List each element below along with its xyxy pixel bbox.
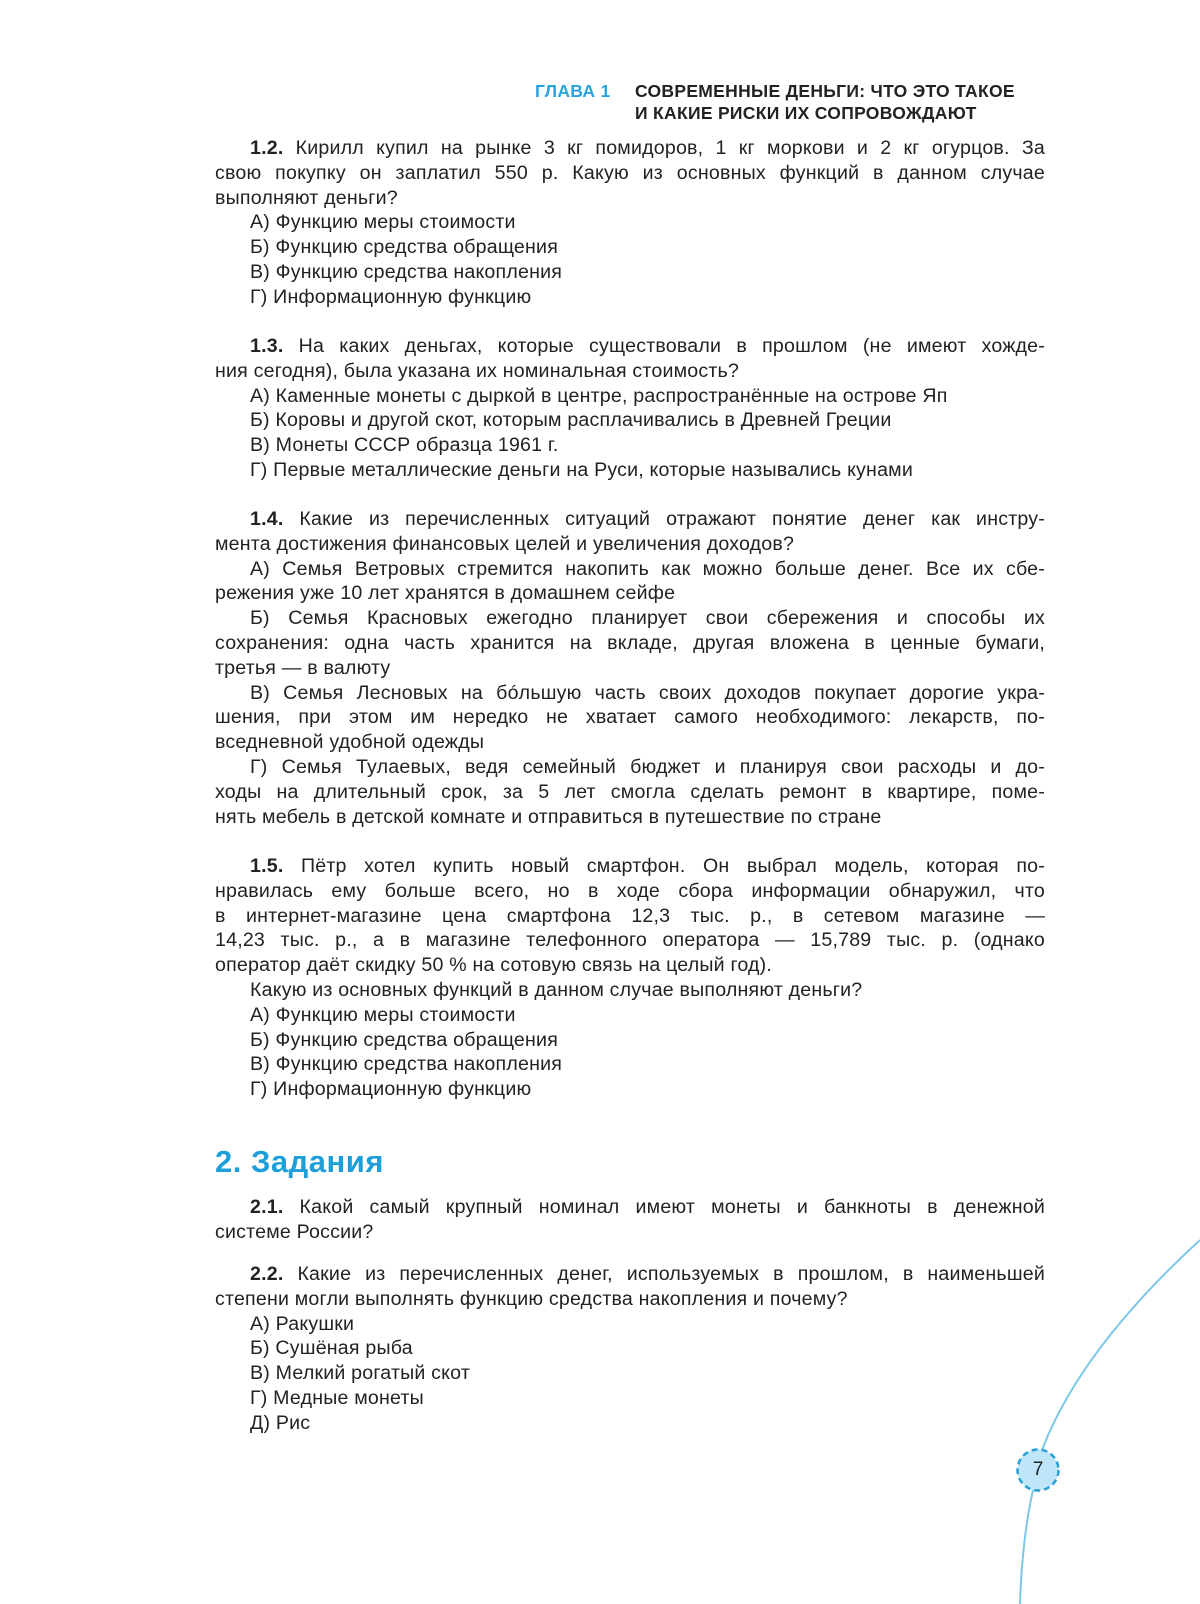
question-q1-4 [215, 507, 1045, 829]
chapter-title-line: И КАКИЕ РИСКИ ИХ СОПРОВОЖДАЮТ [635, 103, 977, 123]
question-text-line: ния сегодня), была указана их номинальная стоимость? [215, 359, 740, 382]
answer-option-line: А) Функцию меры стоимости [250, 211, 516, 234]
question-text-line [215, 334, 1045, 359]
question-q2-2 [215, 1262, 1045, 1436]
answer-option-line: А) Функцию меры стоимости [250, 1003, 516, 1026]
answer-option-line: Г) Информационную функцию [250, 285, 532, 308]
question-q2-1 [215, 1195, 1045, 1245]
answer-option-line: Г) Информационную функцию [250, 1078, 532, 1101]
answer-option-line: Г) Семья Тулаевых, ведя семейный бюджет и планируя свои расходы и до- [250, 755, 1045, 778]
answer-option-line: В) Функцию средства накопления [250, 1053, 563, 1076]
question-number: 1.3. [250, 335, 284, 357]
question-number: 1.5. [250, 855, 284, 877]
question-text-line: нравилась ему больше всего, но в ходе сбора информации обнаружил, что [215, 879, 1045, 902]
answer-option-line: В) Семья Лесновых на бóльшую часть своих доходов покупает дорогие укра- [250, 681, 1045, 704]
question-q1-3 [215, 334, 1045, 483]
answer-option-line: А) Каменные монеты с дыркой в центре, распространённые на острове Яп [250, 384, 948, 407]
question-text: Какие из перечисленных ситуаций отражают понятие денег как инстру- [299, 508, 1045, 530]
question-number: 2.2. [250, 1263, 284, 1285]
answer-option-line: ходы на длительный срок, за 5 лет смогла сделать ремонт в квартире, поме- [215, 780, 1045, 803]
question-text-line: в интернет-магазине цена смартфона 12,3 тыс. р., в сетевом магазине — [215, 904, 1045, 927]
chapter-title-line: СОВРЕМЕННЫЕ ДЕНЬГИ: ЧТО ЭТО ТАКОЕ [635, 81, 1015, 101]
answer-option-line: сохранения: одна часть хранится на вкладе, другая вложена в ценные бумаги, [215, 631, 1045, 654]
answer-option-line: В) Монеты СССР образца 1961 г. [250, 434, 559, 457]
answer-option-line: третья — в валюту [215, 656, 391, 679]
question-number: 1.4. [250, 508, 284, 530]
question-text-line [215, 1262, 1045, 1287]
answer-option-line: нять мебель в детской комнате и отправиться в путешествие по стране [215, 805, 882, 828]
answer-option-line: Б) Коровы и другой скот, которым расплачивались в Древней Греции [250, 409, 892, 432]
answer-option-line: В) Функцию средства накопления [250, 260, 563, 283]
question-text: Какие из перечисленных денег, используемых в прошлом, в наименьшей [297, 1263, 1045, 1285]
answer-option-line: шения, при этом им нередко не хватает самого необходимого: лекарств, по- [215, 706, 1045, 729]
answer-option-line: Г) Медные монеты [250, 1386, 424, 1409]
answer-option-line: А) Ракушки [250, 1312, 355, 1335]
question-q1-2 [215, 136, 1045, 310]
answer-option-line: В) Мелкий рогатый скот [250, 1362, 471, 1385]
question-text-line [215, 854, 1045, 879]
question-text-line: выполняют деньги? [215, 186, 398, 209]
question-number: 2.1. [250, 1196, 284, 1218]
page-number: 7 [1032, 1459, 1044, 1480]
question-q1-5 [215, 854, 1045, 1102]
answer-option-line: А) Семья Ветровых стремится накопить как можно больше денег. Все их сбе- [250, 557, 1045, 580]
question-text-line: системе России? [215, 1220, 374, 1243]
question-text-line: степени могли выполнять функцию средства накопления и почему? [215, 1287, 848, 1310]
answer-option-line: вседневной удобной одежды [215, 731, 485, 754]
question-text: Пётр хотел купить новый смартфон. Он выбрал модель, которая по- [300, 855, 1045, 877]
question-text-line [215, 1195, 1045, 1220]
chapter-title [635, 80, 1015, 124]
answer-option-line: Г) Первые металлические деньги на Руси, которые назывались кунами [250, 458, 913, 481]
answer-option-line: Какую из основных функций в данном случае выполняют деньги? [250, 978, 863, 1001]
section-heading: 2. Задания [215, 1144, 384, 1179]
answer-option-line: режения уже 10 лет хранятся в домашнем сейфе [215, 582, 676, 605]
question-text-line: оператор даёт скидку 50 % на сотовую связь на целый год). [215, 954, 773, 977]
question-text-line: мента достижения финансовых целей и увеличения доходов? [215, 532, 795, 555]
answer-option-line: Б) Функцию средства обращения [250, 236, 559, 259]
question-text-line [215, 507, 1045, 532]
question-text-line: свою покупку он заплатил 550 р. Какую из основных функций в данном случае [215, 161, 1045, 184]
question-number: 1.2. [250, 137, 284, 159]
question-text-line: 14,23 тыс. р., а в магазине телефонного оператора — 15,789 тыс. р. (однако [215, 929, 1045, 952]
answer-option-line: Б) Сушёная рыба [250, 1337, 413, 1360]
answer-option-line: Д) Рис [250, 1411, 311, 1434]
answer-option-line: Б) Семья Красновых ежегодно планирует свои сбережения и способы их [250, 607, 1045, 630]
chapter-label: ГЛАВА 1 [535, 81, 611, 101]
question-text: Кирилл купил на рынке 3 кг помидоров, 1 кг моркови и 2 кг огурцов. За [295, 137, 1045, 159]
question-text-line [215, 136, 1045, 161]
question-text: Какой самый крупный номинал имеют монеты и банкноты в денежной [299, 1196, 1045, 1218]
question-text: На каких деньгах, которые существовали в прошлом (не имеют хожде- [298, 335, 1045, 357]
answer-option-line: Б) Функцию средства обращения [250, 1028, 559, 1051]
